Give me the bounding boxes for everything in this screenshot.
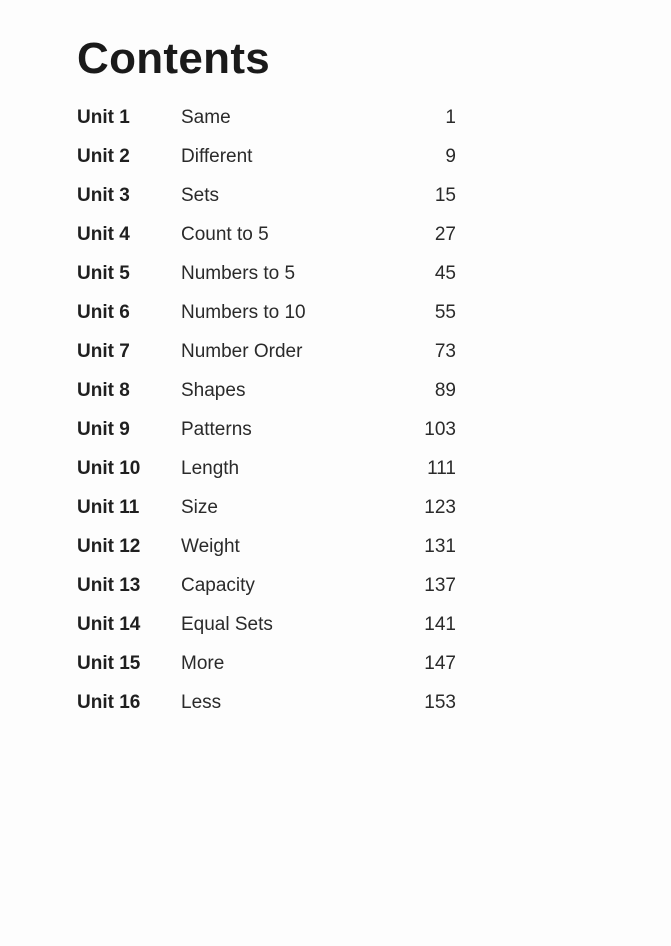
page-number: 45 <box>434 263 456 284</box>
unit-label: Unit 5 <box>77 263 130 284</box>
unit-label: Unit 4 <box>77 224 130 245</box>
page-number: 89 <box>434 380 456 401</box>
page-number: 1 <box>445 107 456 128</box>
toc-row <box>0 256 671 295</box>
topic-title: More <box>181 653 225 674</box>
topic-title: Count to 5 <box>181 224 269 245</box>
unit-label: Unit 2 <box>77 146 130 167</box>
unit-label: Unit 14 <box>77 614 141 635</box>
topic-title: Equal Sets <box>181 614 273 635</box>
topic-title: Length <box>181 458 240 479</box>
toc-row <box>0 646 671 685</box>
toc-row <box>0 295 671 334</box>
topic-title: Weight <box>181 536 240 557</box>
page-number: 27 <box>434 224 456 245</box>
toc-row <box>0 607 671 646</box>
page-number: 15 <box>434 185 456 206</box>
toc-row <box>0 217 671 256</box>
topic-title: Same <box>181 107 231 128</box>
toc-row <box>0 334 671 373</box>
page-number: 55 <box>434 302 456 323</box>
topic-title: Numbers to 5 <box>181 263 296 284</box>
unit-label: Unit 8 <box>77 380 130 401</box>
unit-label: Unit 1 <box>77 107 130 128</box>
topic-title: Less <box>181 692 222 713</box>
topic-title: Shapes <box>181 380 246 401</box>
toc-row <box>0 529 671 568</box>
unit-label: Unit 3 <box>77 185 130 206</box>
toc-row <box>0 490 671 529</box>
topic-title: Numbers to 10 <box>181 302 306 323</box>
topic-title: Capacity <box>181 575 255 596</box>
unit-label: Unit 12 <box>77 536 141 557</box>
unit-label: Unit 9 <box>77 419 130 440</box>
unit-label: Unit 11 <box>77 497 140 518</box>
page-number: 103 <box>424 419 456 440</box>
unit-label: Unit 10 <box>77 458 141 479</box>
page-number: 153 <box>424 692 456 713</box>
topic-title: Different <box>181 146 253 167</box>
table-of-contents <box>0 100 671 724</box>
unit-label: Unit 6 <box>77 302 130 323</box>
topic-title: Patterns <box>181 419 252 440</box>
toc-row <box>0 412 671 451</box>
toc-row <box>0 568 671 607</box>
page-number: 73 <box>434 341 456 362</box>
toc-row <box>0 373 671 412</box>
page-number: 9 <box>445 146 456 167</box>
page-number: 137 <box>424 575 456 596</box>
unit-label: Unit 13 <box>77 575 141 596</box>
unit-label: Unit 16 <box>77 692 141 713</box>
toc-row <box>0 685 671 724</box>
page-number: 123 <box>424 497 456 518</box>
unit-label: Unit 15 <box>77 653 141 674</box>
toc-row <box>0 139 671 178</box>
unit-label: Unit 7 <box>77 341 130 362</box>
topic-title: Sets <box>181 185 220 206</box>
toc-row <box>0 451 671 490</box>
toc-row <box>0 100 671 139</box>
toc-row <box>0 178 671 217</box>
topic-title: Number Order <box>181 341 303 362</box>
page-number: 141 <box>424 614 456 635</box>
page-number: 147 <box>424 653 456 674</box>
page-number: 111 <box>427 458 456 479</box>
topic-title: Size <box>181 497 218 518</box>
page-number: 131 <box>424 536 456 557</box>
page-title: Contents <box>77 34 271 83</box>
